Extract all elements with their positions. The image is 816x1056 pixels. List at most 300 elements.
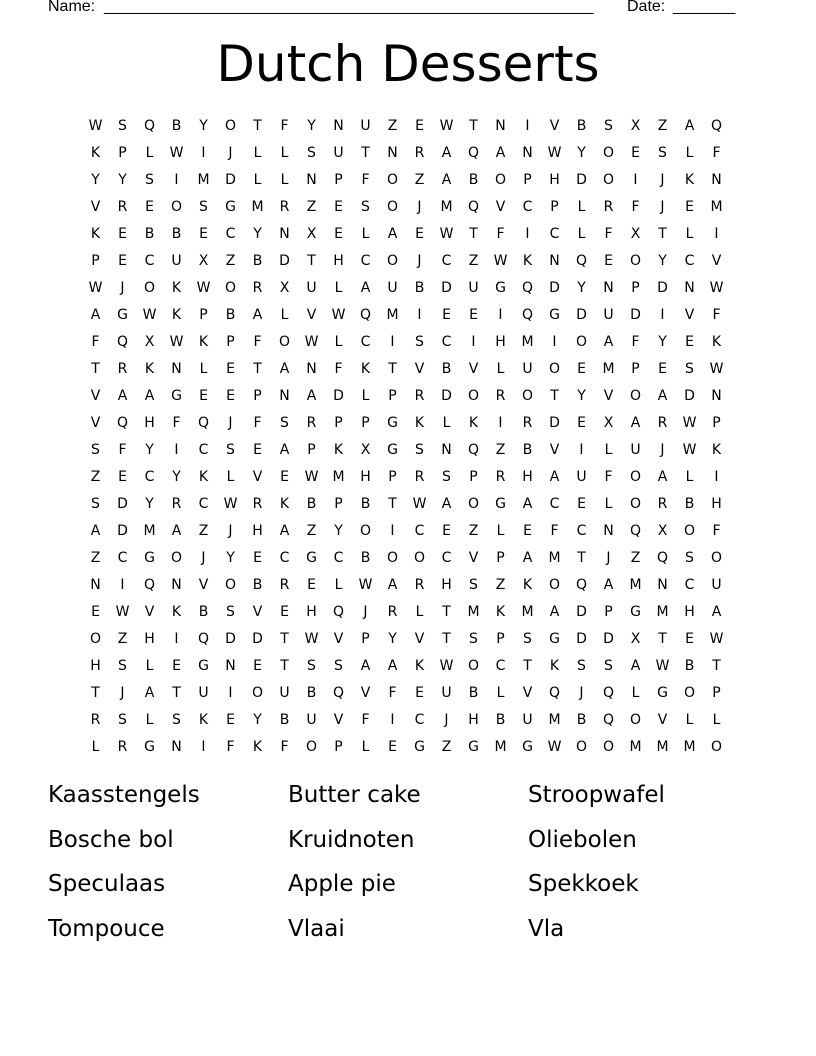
grid-letter: P bbox=[361, 415, 370, 431]
grid-letter: J bbox=[201, 550, 206, 566]
grid-letter: K bbox=[198, 712, 209, 728]
grid-letter: L bbox=[253, 145, 262, 161]
grid-letter: D bbox=[684, 388, 695, 404]
grid-letter: W bbox=[709, 361, 724, 377]
grid-letter: B bbox=[144, 226, 155, 242]
grid-letter: H bbox=[144, 631, 155, 647]
grid-letter: P bbox=[91, 253, 100, 269]
grid-letter: T bbox=[658, 631, 667, 647]
grid-letter: R bbox=[495, 388, 506, 404]
grid-letter: K bbox=[171, 307, 182, 323]
grid-letter: O bbox=[305, 739, 318, 755]
grid-letter: L bbox=[442, 415, 451, 431]
grid-letter: G bbox=[468, 739, 479, 755]
grid-letter: F bbox=[712, 145, 721, 161]
grid-letter: C bbox=[279, 550, 290, 566]
grid-letter: E bbox=[334, 226, 343, 242]
grid-letter: I bbox=[201, 145, 206, 161]
grid-letter: I bbox=[633, 172, 638, 188]
grid-letter: B bbox=[441, 361, 452, 377]
grid-letter: B bbox=[306, 685, 317, 701]
grid-letter: N bbox=[522, 145, 533, 161]
grid-row bbox=[82, 194, 730, 221]
grid-letter: O bbox=[413, 550, 426, 566]
grid-letter: H bbox=[441, 577, 452, 593]
grid-letter: P bbox=[334, 739, 343, 755]
grid-letter: N bbox=[711, 388, 722, 404]
grid-letter: E bbox=[685, 631, 694, 647]
grid-letter: N bbox=[306, 172, 317, 188]
grid-letter: Q bbox=[602, 685, 615, 701]
grid-letter: Q bbox=[197, 631, 210, 647]
grid-letter: T bbox=[91, 361, 100, 377]
grid-letter: C bbox=[117, 550, 128, 566]
grid-letter: O bbox=[629, 712, 642, 728]
grid-letter: M bbox=[251, 199, 264, 215]
grid-letter: U bbox=[576, 469, 587, 485]
grid-letter: V bbox=[306, 307, 317, 323]
grid-letter: L bbox=[631, 685, 640, 701]
grid-letter: S bbox=[226, 442, 235, 458]
grid-letter: Z bbox=[90, 550, 101, 566]
grid-letter: J bbox=[228, 145, 233, 161]
grid-letter: V bbox=[522, 685, 533, 701]
grid-letter: S bbox=[604, 118, 613, 134]
grid-letter: W bbox=[358, 577, 373, 593]
grid-letter: Z bbox=[306, 523, 317, 539]
grid-letter: L bbox=[280, 172, 289, 188]
grid-letter: S bbox=[415, 442, 424, 458]
grid-letter: M bbox=[710, 199, 723, 215]
grid-letter: B bbox=[225, 307, 236, 323]
grid-letter: F bbox=[361, 712, 370, 728]
grid-letter: K bbox=[414, 415, 425, 431]
grid-letter: L bbox=[334, 334, 343, 350]
grid-letter: W bbox=[439, 118, 454, 134]
grid-letter: S bbox=[307, 145, 316, 161]
grid-letter: Z bbox=[387, 118, 398, 134]
grid-letter: L bbox=[496, 361, 505, 377]
grid-letter: U bbox=[306, 280, 317, 296]
grid-letter: V bbox=[90, 388, 101, 404]
grid-letter: I bbox=[174, 442, 179, 458]
grid-row bbox=[82, 626, 730, 653]
grid-letter: W bbox=[547, 145, 562, 161]
grid-letter: D bbox=[549, 415, 560, 431]
grid-letter: L bbox=[145, 658, 154, 674]
grid-row bbox=[82, 329, 730, 356]
grid-letter: C bbox=[576, 523, 587, 539]
grid-letter: G bbox=[414, 739, 425, 755]
grid-letter: F bbox=[253, 334, 262, 350]
grid-letter: N bbox=[603, 280, 614, 296]
grid-letter: A bbox=[252, 307, 263, 323]
grid-letter: A bbox=[360, 280, 371, 296]
grid-letter: E bbox=[226, 388, 235, 404]
grid-letter: F bbox=[631, 334, 640, 350]
grid-letter: A bbox=[549, 469, 560, 485]
grid-letter: M bbox=[602, 361, 615, 377]
grid-letter: O bbox=[629, 496, 642, 512]
grid-letter: F bbox=[280, 739, 289, 755]
grid-letter: U bbox=[360, 118, 371, 134]
grid-letter: V bbox=[333, 712, 344, 728]
grid-letter: L bbox=[604, 442, 613, 458]
grid-letter: D bbox=[576, 631, 587, 647]
grid-letter: H bbox=[495, 334, 506, 350]
grid-letter: R bbox=[387, 604, 398, 620]
grid-letter: L bbox=[145, 145, 154, 161]
grid-letter: P bbox=[496, 631, 505, 647]
grid-letter: F bbox=[280, 118, 289, 134]
grid-letter: P bbox=[253, 388, 262, 404]
grid-letter: K bbox=[711, 442, 722, 458]
grid-letter: K bbox=[522, 253, 533, 269]
grid-letter: U bbox=[522, 712, 533, 728]
grid-letter: I bbox=[498, 415, 503, 431]
grid-letter: Q bbox=[656, 550, 669, 566]
grid-letter: Y bbox=[172, 469, 181, 485]
grid-letter: W bbox=[439, 658, 454, 674]
grid-letter: N bbox=[549, 253, 560, 269]
grid-letter: O bbox=[386, 199, 399, 215]
grid-letter: R bbox=[306, 415, 317, 431]
word-list-item: Kruidnoten bbox=[288, 826, 415, 853]
grid-letter: M bbox=[386, 307, 399, 323]
grid-letter: H bbox=[711, 496, 722, 512]
grid-letter: D bbox=[576, 172, 587, 188]
grid-letter: A bbox=[603, 334, 614, 350]
grid-letter: O bbox=[170, 550, 183, 566]
grid-letter: Z bbox=[657, 118, 668, 134]
word-list-item: Stroopwafel bbox=[528, 782, 665, 808]
grid-letter: P bbox=[550, 199, 559, 215]
grid-row bbox=[82, 410, 730, 437]
grid-letter: R bbox=[90, 712, 101, 728]
grid-letter: A bbox=[360, 658, 371, 674]
grid-letter: E bbox=[226, 361, 235, 377]
grid-letter: P bbox=[361, 631, 370, 647]
grid-letter: W bbox=[169, 145, 184, 161]
grid-letter: R bbox=[414, 145, 425, 161]
grid-letter: I bbox=[714, 226, 719, 242]
grid-letter: A bbox=[441, 145, 452, 161]
grid-letter: T bbox=[253, 361, 262, 377]
grid-letter: U bbox=[522, 361, 533, 377]
grid-letter: G bbox=[117, 307, 128, 323]
grid-letter: R bbox=[414, 469, 425, 485]
grid-row bbox=[82, 248, 730, 275]
grid-letter: C bbox=[522, 199, 533, 215]
grid-letter: Q bbox=[710, 118, 723, 134]
grid-letter: U bbox=[171, 253, 182, 269]
word-row bbox=[48, 778, 768, 823]
grid-letter: G bbox=[198, 658, 209, 674]
grid-letter: C bbox=[441, 253, 452, 269]
grid-letter: O bbox=[629, 469, 642, 485]
grid-letter: E bbox=[577, 496, 586, 512]
grid-letter: Z bbox=[117, 631, 128, 647]
grid-letter: O bbox=[386, 550, 399, 566]
grid-letter: Q bbox=[521, 280, 534, 296]
grid-letter: Y bbox=[658, 334, 667, 350]
grid-letter: I bbox=[498, 307, 503, 323]
grid-letter: L bbox=[226, 469, 235, 485]
grid-letter: T bbox=[442, 631, 451, 647]
grid-letter: E bbox=[253, 550, 262, 566]
grid-letter: Q bbox=[332, 685, 345, 701]
grid-letter: H bbox=[333, 253, 344, 269]
grid-letter: O bbox=[575, 334, 588, 350]
grid-letter: G bbox=[549, 307, 560, 323]
grid-letter: E bbox=[334, 199, 343, 215]
grid-letter: P bbox=[712, 685, 721, 701]
grid-letter: K bbox=[468, 415, 479, 431]
grid-letter: T bbox=[91, 685, 100, 701]
word-row bbox=[48, 823, 768, 868]
grid-letter: V bbox=[549, 118, 560, 134]
grid-letter: I bbox=[228, 685, 233, 701]
grid-letter: A bbox=[387, 577, 398, 593]
grid-letter: H bbox=[90, 658, 101, 674]
grid-row bbox=[82, 221, 730, 248]
grid-letter: F bbox=[361, 172, 370, 188]
grid-letter: D bbox=[333, 388, 344, 404]
grid-letter: Q bbox=[359, 307, 372, 323]
grid-letter: S bbox=[91, 496, 100, 512]
grid-letter: A bbox=[630, 415, 641, 431]
grid-letter: E bbox=[118, 469, 127, 485]
grid-letter: L bbox=[361, 739, 370, 755]
grid-letter: R bbox=[117, 361, 128, 377]
grid-letter: M bbox=[521, 334, 534, 350]
grid-letter: K bbox=[252, 739, 263, 755]
grid-letter: A bbox=[630, 658, 641, 674]
grid-letter: G bbox=[549, 631, 560, 647]
grid-letter: L bbox=[496, 523, 505, 539]
grid-letter: M bbox=[143, 523, 156, 539]
grid-letter: O bbox=[224, 577, 237, 593]
grid-letter: K bbox=[495, 604, 506, 620]
grid-letter: L bbox=[496, 685, 505, 701]
grid-letter: E bbox=[631, 145, 640, 161]
grid-row bbox=[82, 437, 730, 464]
date-blank-line: _______ bbox=[673, 0, 736, 15]
grid-letter: E bbox=[172, 658, 181, 674]
grid-letter: C bbox=[414, 523, 425, 539]
grid-letter: O bbox=[386, 253, 399, 269]
grid-letter: A bbox=[657, 469, 668, 485]
grid-letter: X bbox=[603, 415, 614, 431]
grid-letter: W bbox=[709, 280, 724, 296]
grid-letter: Y bbox=[253, 712, 262, 728]
grid-letter: U bbox=[279, 685, 290, 701]
grid-row bbox=[82, 113, 730, 140]
grid-letter: S bbox=[307, 658, 316, 674]
grid-letter: L bbox=[604, 496, 613, 512]
grid-letter: E bbox=[226, 712, 235, 728]
grid-letter: X bbox=[630, 226, 641, 242]
grid-letter: A bbox=[306, 388, 317, 404]
grid-letter: D bbox=[117, 496, 128, 512]
grid-letter: R bbox=[279, 577, 290, 593]
grid-letter: W bbox=[88, 280, 103, 296]
grid-letter: Q bbox=[197, 415, 210, 431]
grid-letter: K bbox=[711, 334, 722, 350]
grid-letter: S bbox=[442, 469, 451, 485]
date-label: Date: bbox=[627, 0, 666, 15]
grid-letter: G bbox=[144, 739, 155, 755]
grid-letter: Q bbox=[575, 253, 588, 269]
grid-letter: V bbox=[495, 199, 506, 215]
grid-letter: O bbox=[278, 334, 291, 350]
grid-letter: C bbox=[225, 226, 236, 242]
grid-letter: W bbox=[439, 226, 454, 242]
grid-letter: W bbox=[682, 442, 697, 458]
name-blank-line: _______________________________________________________ bbox=[104, 0, 594, 15]
grid-letter: S bbox=[334, 658, 343, 674]
grid-letter: L bbox=[415, 604, 424, 620]
grid-letter: L bbox=[577, 199, 586, 215]
grid-letter: J bbox=[228, 415, 233, 431]
grid-letter: M bbox=[440, 199, 453, 215]
grid-letter: W bbox=[493, 253, 508, 269]
grid-letter: B bbox=[252, 577, 263, 593]
grid-letter: O bbox=[170, 199, 183, 215]
grid-letter: L bbox=[685, 469, 694, 485]
grid-letter: Z bbox=[495, 442, 506, 458]
grid-letter: O bbox=[467, 658, 480, 674]
grid-letter: R bbox=[414, 577, 425, 593]
grid-letter: X bbox=[144, 334, 155, 350]
grid-letter: S bbox=[469, 631, 478, 647]
grid-letter: T bbox=[577, 550, 586, 566]
grid-letter: A bbox=[144, 685, 155, 701]
grid-letter: K bbox=[171, 280, 182, 296]
grid-letter: B bbox=[684, 496, 695, 512]
grid-letter: N bbox=[711, 172, 722, 188]
grid-letter: G bbox=[630, 604, 641, 620]
grid-letter: Z bbox=[90, 469, 101, 485]
grid-letter: O bbox=[629, 388, 642, 404]
grid-letter: N bbox=[171, 577, 182, 593]
grid-row bbox=[82, 275, 730, 302]
grid-letter: D bbox=[225, 172, 236, 188]
grid-letter: E bbox=[199, 388, 208, 404]
grid-letter: L bbox=[334, 577, 343, 593]
grid-letter: T bbox=[253, 118, 262, 134]
grid-letter: M bbox=[548, 712, 561, 728]
grid-letter: S bbox=[658, 145, 667, 161]
grid-letter: T bbox=[280, 658, 289, 674]
grid-letter: U bbox=[441, 685, 452, 701]
grid-letter: U bbox=[333, 145, 344, 161]
grid-letter: S bbox=[415, 334, 424, 350]
grid-letter: M bbox=[494, 739, 507, 755]
grid-letter: A bbox=[279, 442, 290, 458]
grid-letter: C bbox=[684, 577, 695, 593]
grid-letter: J bbox=[417, 199, 422, 215]
grid-letter: Z bbox=[198, 523, 209, 539]
grid-letter: S bbox=[199, 199, 208, 215]
grid-letter: B bbox=[360, 496, 371, 512]
grid-letter: H bbox=[306, 604, 317, 620]
grid-letter: O bbox=[575, 739, 588, 755]
grid-letter: P bbox=[604, 604, 613, 620]
grid-letter: C bbox=[684, 253, 695, 269]
grid-letter: R bbox=[522, 415, 533, 431]
grid-letter: Y bbox=[226, 550, 235, 566]
grid-letter: R bbox=[117, 739, 128, 755]
grid-letter: S bbox=[469, 577, 478, 593]
grid-letter: P bbox=[334, 415, 343, 431]
grid-letter: Y bbox=[577, 388, 586, 404]
grid-letter: G bbox=[387, 415, 398, 431]
grid-letter: L bbox=[253, 172, 262, 188]
grid-letter: Z bbox=[306, 199, 317, 215]
grid-letter: C bbox=[414, 712, 425, 728]
grid-letter: S bbox=[91, 442, 100, 458]
grid-letter: W bbox=[304, 469, 319, 485]
grid-letter: L bbox=[685, 226, 694, 242]
grid-letter: F bbox=[334, 361, 343, 377]
grid-letter: B bbox=[171, 226, 182, 242]
grid-letter: E bbox=[199, 226, 208, 242]
grid-letter: V bbox=[657, 712, 668, 728]
letter-grid bbox=[82, 113, 730, 761]
word-list-item: Kaasstengels bbox=[48, 782, 200, 808]
word-row bbox=[48, 912, 768, 957]
grid-letter: E bbox=[685, 199, 694, 215]
grid-letter: W bbox=[709, 631, 724, 647]
grid-letter: N bbox=[171, 739, 182, 755]
grid-letter: J bbox=[363, 604, 368, 620]
grid-letter: W bbox=[547, 739, 562, 755]
grid-letter: G bbox=[522, 739, 533, 755]
word-list-item: Speculaas bbox=[48, 871, 166, 897]
grid-letter: F bbox=[118, 442, 127, 458]
grid-letter: N bbox=[279, 226, 290, 242]
grid-letter: A bbox=[90, 307, 101, 323]
grid-letter: A bbox=[387, 226, 398, 242]
grid-letter: N bbox=[684, 280, 695, 296]
grid-letter: M bbox=[683, 739, 696, 755]
grid-letter: K bbox=[414, 658, 425, 674]
grid-letter: L bbox=[712, 712, 721, 728]
grid-letter: D bbox=[603, 631, 614, 647]
grid-letter: E bbox=[118, 253, 127, 269]
grid-letter: Y bbox=[307, 118, 316, 134]
grid-letter: L bbox=[334, 280, 343, 296]
grid-letter: A bbox=[657, 388, 668, 404]
grid-letter: D bbox=[117, 523, 128, 539]
grid-letter: P bbox=[496, 550, 505, 566]
grid-letter: T bbox=[172, 685, 181, 701]
grid-letter: F bbox=[631, 199, 640, 215]
grid-letter: K bbox=[333, 442, 344, 458]
grid-letter: I bbox=[174, 631, 179, 647]
grid-letter: M bbox=[629, 577, 642, 593]
grid-letter: E bbox=[280, 604, 289, 620]
grid-letter: M bbox=[467, 604, 480, 620]
name-label: Name: bbox=[48, 0, 96, 15]
grid-letter: X bbox=[360, 442, 371, 458]
grid-row bbox=[82, 599, 730, 626]
grid-letter: S bbox=[172, 712, 181, 728]
grid-letter: S bbox=[118, 712, 127, 728]
grid-letter: N bbox=[387, 145, 398, 161]
grid-letter: A bbox=[90, 523, 101, 539]
